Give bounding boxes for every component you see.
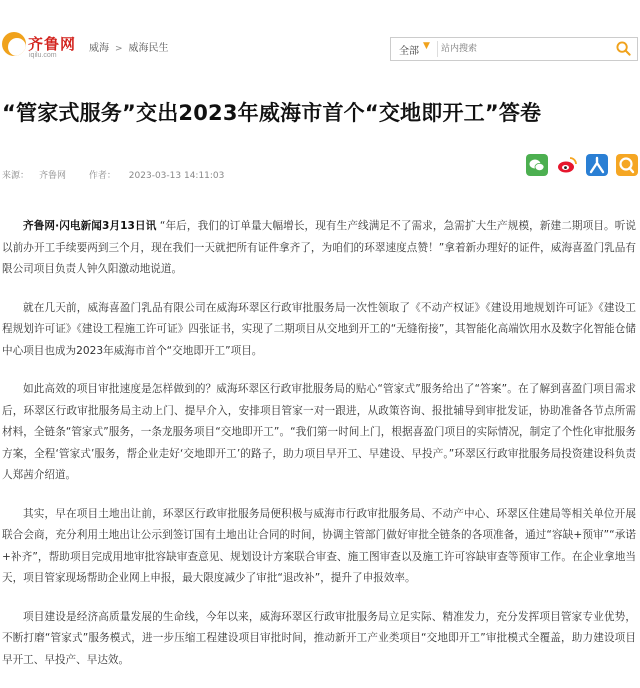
breadcrumb-item-city[interactable]: 威海 [89,43,109,54]
qzone-icon[interactable] [616,154,638,176]
breadcrumb [89,39,169,54]
paragraph-text: “年后，我们的订单量大幅增长，现有生产线满足不了需求，急需扩大生产规模，新建二期项目。听说以前办开工手续要两到三个月，现在我们一天就把所有证件拿齐了，为咱们的环翠速度点赞！”拿着新办理好的证件，威海喜盈门乳品有限公司项目负责人钟久阳激动地说道。 [2,220,637,275]
site-logo[interactable] [2,32,82,66]
publish-date: 2023-03-13 14:11:03 [128,171,225,181]
author-label: 作者： [88,171,116,181]
article-title: “管家式服务”交出2023年威海市首个“交地即开工”答卷 [2,101,542,125]
paragraph [2,216,636,281]
site-header [0,0,640,74]
search-scope-select[interactable]: 全部 [399,46,419,57]
wechat-icon[interactable] [526,154,548,176]
article-lead: 齐鲁网·闪电新闻3月13日讯 [23,220,157,232]
logo-name: 齐鲁网 [28,35,77,53]
chevron-down-icon[interactable]: ▼ [423,41,430,51]
paragraph: 就在几天前，威海喜盈门乳品有限公司在威海环翠区行政审批服务局一次性领取了《不动产权证》《建设用地规划许可证》《建设工程规划许可证》《建设工程施工许可证》四张证书，实现了二期项目从交地到开工的“无缝衔接”，其智能化高端饮用水及数字化智能仓储中心项目也成为2023年威海市首个“交地即开工”项目。 [2,301,636,357]
search-icon[interactable] [616,41,631,60]
renren-icon[interactable] [586,154,608,176]
article-meta [2,168,234,181]
breadcrumb-item-section[interactable]: 威海民生 [128,43,169,54]
article-body [2,216,636,688]
search-divider [437,41,438,57]
weibo-icon[interactable] [556,154,578,176]
paragraph: 如此高效的项目审批速度是怎样做到的？威海环翠区行政审批服务局的贴心“管家式”服务给出了“答案”。在了解到喜盈门项目需求后，环翠区行政审批服务局主动上门、提早介入，安排项目管家一对一跟进，从政策咨询、报批辅导到审批发证，协助准备各节点所需材料，全链条“管家式”服务，一条龙服务项目“交地即开工”。“我们第一时间上门，根据喜盈门项目的实际情况，制定了个性化审批服务方案，全程‘管家式’服务，帮企业走好‘交地即开工’的路子，助力项目早开工、早建设、早投产。”环翠区行政审批服务局投资建设科负责人郑茜介绍道。 [2,383,636,481]
source-label: 来源： [2,171,30,181]
search-input[interactable] [441,41,601,57]
paragraph: 项目建设是经济高质量发展的生命线，今年以来，威海环翠区行政审批服务局立足实际、精准发力，充分发挥项目管家专业优势，不断打磨“管家式”服务模式，进一步压缩工程建设项目审批时间，推动新开工产业类项目“交地即开工”审批模式全覆盖，助力建设项目早开工、早投产、早达效。 [2,610,636,666]
breadcrumb-separator: > [115,44,123,54]
source-value: 齐鲁网 [39,171,67,181]
paragraph: 其实，早在项目土地出让前，环翠区行政审批服务局便积极与威海市行政审批服务局、不动产中心、环翠区住建局等相关单位开展联合会商，充分利用土地出让公示到签订国有土地出让合同的时间，协调主管部门做好审批全链条的各项准备，通过“容缺+预审”“承诺+补齐”，帮助项目完成用地审批容缺审查意见、规划设计方案联合审查、施工图审查以及施工许可容缺审查等预审工作。在企业拿地当天，项目管家现场帮助企业网上申报，最大限度减少了审批“退改补”，提升了申报效率。 [2,507,636,584]
logo-domain: iqilu.com [29,52,57,59]
logo-mark-icon [2,32,26,56]
search-box [390,37,638,61]
